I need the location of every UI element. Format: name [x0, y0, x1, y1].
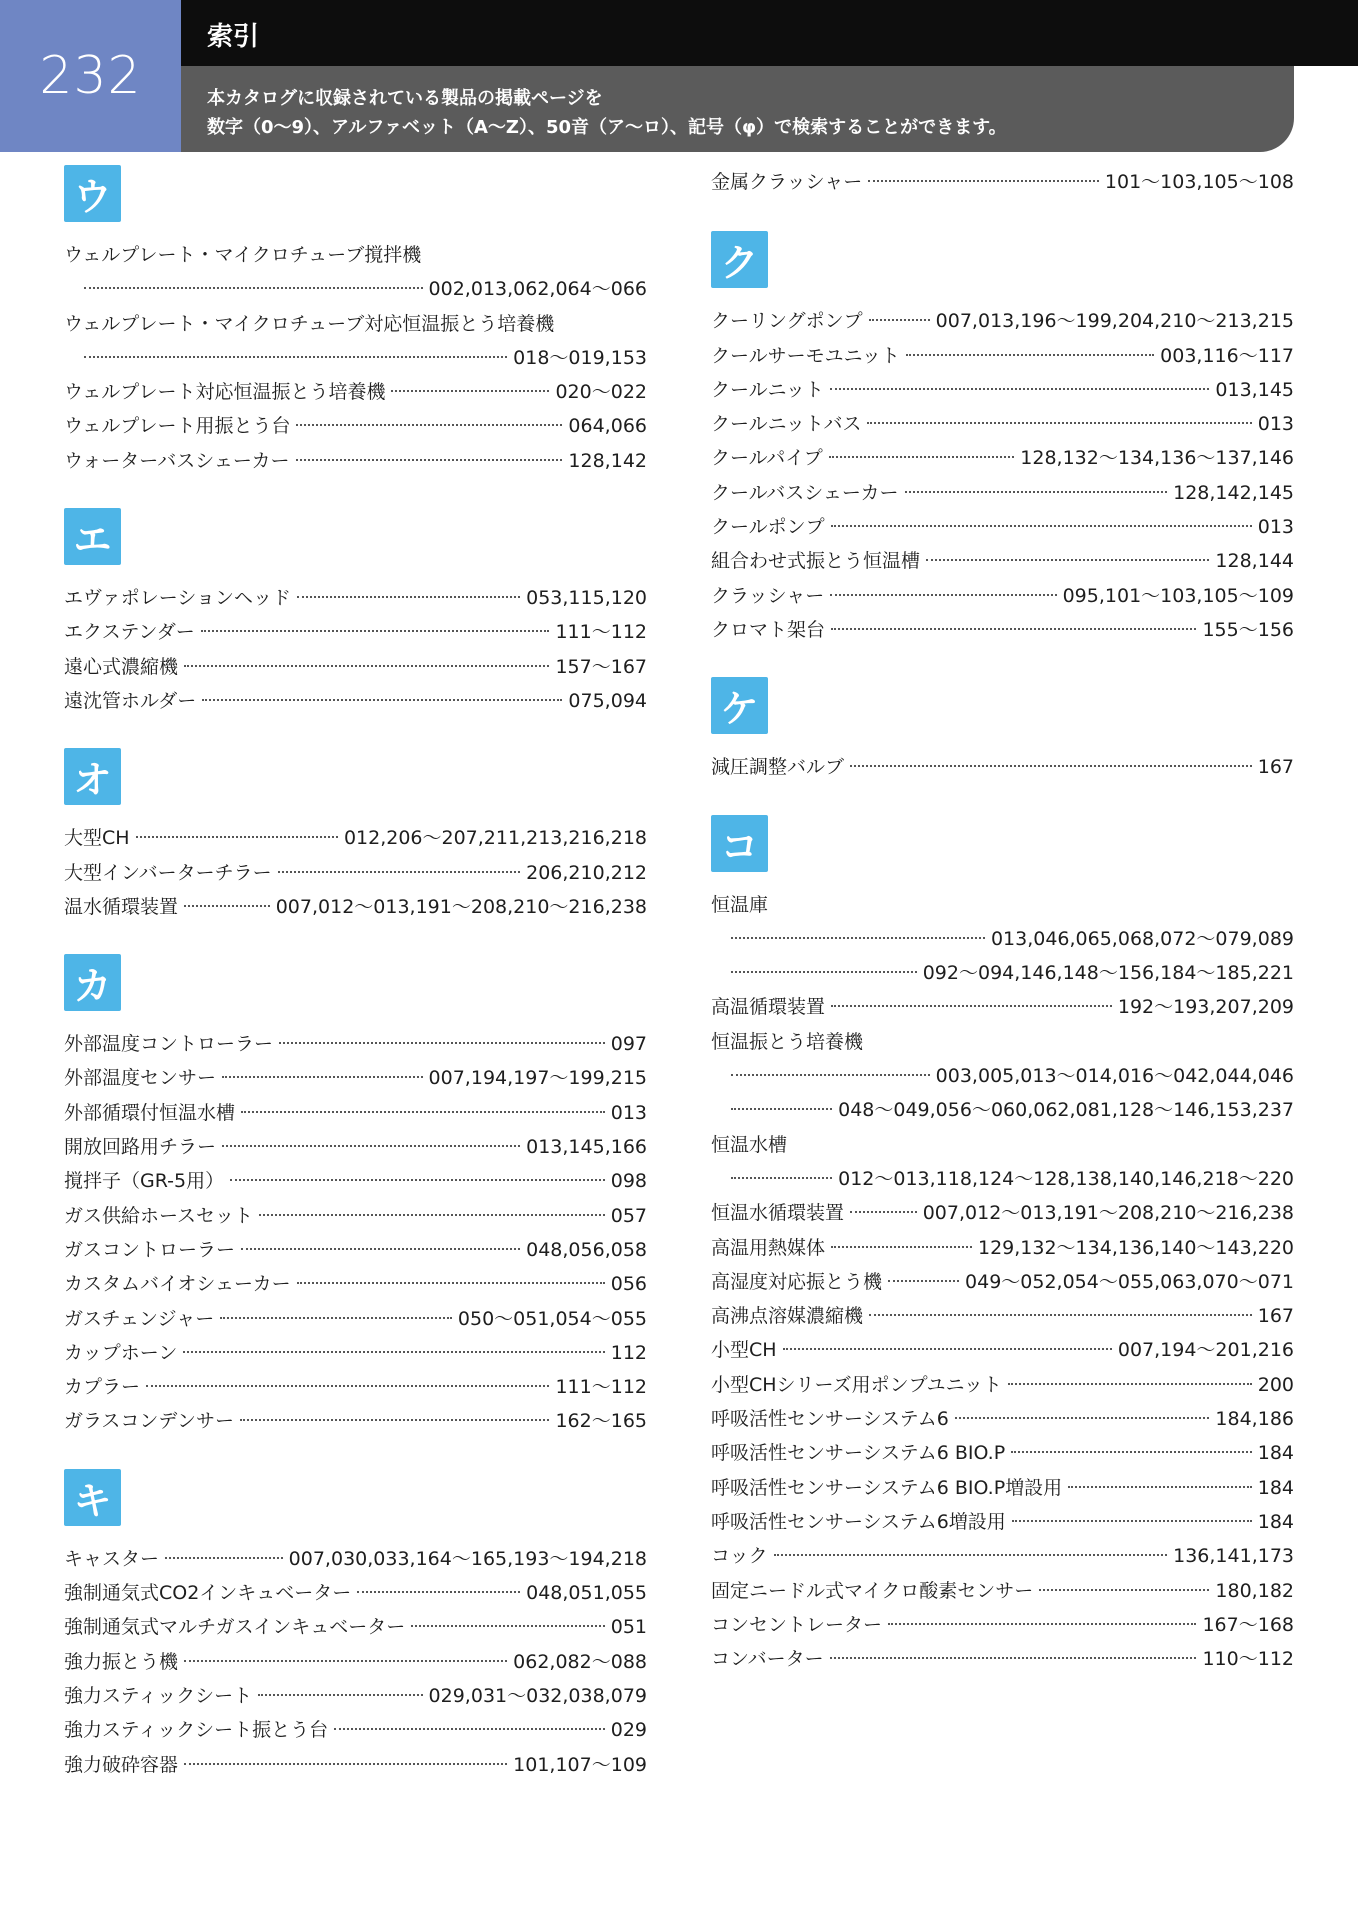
section-kana-icon: オ: [64, 748, 121, 805]
entry-name: 強力スティックシート振とう台: [64, 1719, 329, 1742]
entry-name: 外部温度センサー: [64, 1067, 217, 1090]
index-entry: [64, 890, 647, 924]
index-entry: [711, 1333, 1294, 1367]
index-entry: [711, 1299, 1294, 1333]
entry-pages: 003,116～117: [1160, 344, 1294, 367]
entry-pages: 056: [610, 1273, 647, 1296]
index-entry: [711, 1368, 1294, 1402]
entry-name: クールサーモユニット: [711, 344, 900, 367]
leader-dots: [955, 1417, 1210, 1419]
leader-dots: [831, 628, 1196, 630]
leader-dots: [222, 1076, 423, 1078]
entry-pages: 075,094: [568, 689, 647, 712]
leader-dots: [869, 1314, 1252, 1316]
index-entry: [711, 1539, 1294, 1573]
entry-pages: 007,012～013,191～208,210～216,238: [275, 895, 647, 918]
leader-dots: [184, 1660, 507, 1662]
entry-pages: 097: [610, 1033, 647, 1056]
entry-name: カップホーン: [64, 1341, 178, 1364]
entry-name: 外部温度コントローラー: [64, 1033, 274, 1056]
section-kana-icon: ウ: [64, 165, 121, 222]
entry-pages: 013: [1257, 413, 1294, 436]
index-entry: [64, 1302, 647, 1336]
leader-dots: [184, 905, 270, 907]
entry-name: 高沸点溶媒濃縮機: [711, 1305, 864, 1328]
index-entry: [64, 272, 647, 306]
entry-pages: 184,186: [1215, 1408, 1294, 1431]
entry-pages: 167: [1257, 1305, 1294, 1328]
entry-pages: 007,030,033,164～165,193～194,218: [288, 1547, 647, 1570]
entry-pages: 002,013,062,064～066: [428, 278, 647, 301]
leader-dots: [391, 390, 549, 392]
leader-dots: [783, 1348, 1112, 1350]
index-entry: [711, 1265, 1294, 1299]
leader-dots: [731, 1177, 832, 1179]
index-entry: [64, 1027, 647, 1061]
entry-name: 固定ニードル式マイクロ酸素センサー: [711, 1579, 1034, 1602]
entry-pages: 048,051,055: [526, 1582, 647, 1605]
index-entry: [64, 1199, 647, 1233]
entry-pages: 018～019,153: [513, 346, 647, 369]
entry-pages: 180,182: [1215, 1579, 1294, 1602]
entry-name: ウォーターバスシェーカー: [64, 449, 290, 472]
leader-dots: [905, 491, 1168, 493]
index-entry: [711, 956, 1294, 990]
entry-pages: 098: [610, 1170, 647, 1193]
entry-name: コンバーター: [711, 1648, 824, 1671]
section-ke: [711, 677, 1294, 784]
entry-name: 高温用熱媒体: [711, 1236, 826, 1259]
entry-pages: 184: [1257, 1510, 1294, 1533]
index-entry: [711, 1093, 1294, 1127]
entry-pages: 050～051,054～055: [457, 1307, 647, 1330]
entry-name: カスタムバイオシェーカー: [64, 1273, 291, 1296]
index-entry: [711, 922, 1294, 956]
index-entry: [711, 1436, 1294, 1470]
index-entry: [711, 1642, 1294, 1676]
index-entry: [64, 1267, 647, 1301]
entry-name: クールポンプ: [711, 516, 825, 539]
leader-dots: [1008, 1383, 1252, 1385]
entry-pages: 013: [1257, 516, 1294, 539]
entry-name: 呼吸活性センサーシステム6 BIO.P増設用: [711, 1476, 1063, 1499]
leader-dots: [850, 1211, 917, 1213]
index-entry: [711, 1505, 1294, 1539]
entry-name: 撹拌子（GR-5用）: [64, 1170, 225, 1193]
leader-dots: [183, 1351, 604, 1353]
index-entry: [64, 650, 647, 684]
index-entry: [711, 476, 1294, 510]
leader-dots: [1012, 1520, 1252, 1522]
entry-pages: 155～156: [1202, 618, 1294, 641]
index-entry: [711, 1162, 1294, 1196]
leader-dots: [731, 937, 985, 939]
entry-name: 恒温水循環装置: [711, 1202, 845, 1225]
entry-name: 恒温水槽: [711, 1133, 788, 1156]
index-entry: [711, 1402, 1294, 1436]
index-entry: [711, 1231, 1294, 1265]
entry-name: 高温循環装置: [711, 996, 826, 1019]
entry-name: 減圧調整バルブ: [711, 756, 845, 779]
entry-name: コック: [711, 1545, 768, 1568]
entry-name: 遠沈管ホルダー: [64, 689, 197, 712]
entry-pages: 013,145,166: [526, 1136, 647, 1159]
section-e: [64, 508, 647, 718]
entry-pages: 095,101～103,105～109: [1062, 584, 1294, 607]
entry-pages: 003,005,013～014,016～042,044,046: [935, 1065, 1294, 1088]
entry-name: クールニットバス: [711, 413, 862, 436]
entry-name: 強制通気式マルチガスインキュベーター: [64, 1616, 406, 1639]
index-entry: [64, 1542, 647, 1576]
entry-pages: 057: [610, 1204, 647, 1227]
entry-pages: 012～013,118,124～128,138,140,146,218～220: [838, 1167, 1294, 1190]
entry-pages: 162～165: [555, 1410, 647, 1433]
section-u: [64, 165, 647, 478]
entry-pages: 007,013,196～199,204,210～213,215: [935, 310, 1294, 333]
entry-pages: 048,056,058: [526, 1238, 647, 1261]
index-entry: [711, 613, 1294, 647]
leader-dots: [357, 1591, 520, 1593]
index-entry: [711, 1196, 1294, 1230]
entry-name: 大型CH: [64, 827, 130, 850]
entry-pages: 101～103,105～108: [1104, 171, 1294, 193]
index-entry: [64, 1713, 647, 1747]
entry-pages: 200: [1257, 1373, 1294, 1396]
entry-name: 恒温振とう培養機: [711, 1030, 864, 1053]
section-kana-icon: エ: [64, 508, 121, 565]
leader-dots: [1011, 1451, 1252, 1453]
leader-dots: [831, 1005, 1112, 1007]
leader-dots: [926, 559, 1209, 561]
index-entry: [711, 407, 1294, 441]
leader-dots: [731, 1108, 832, 1110]
index-entry: [64, 341, 647, 375]
section-kana-icon: キ: [64, 1469, 121, 1526]
index-entry: [64, 821, 647, 855]
index-entry: [711, 544, 1294, 578]
entry-name: ウェルプレート用振とう台: [64, 415, 291, 438]
entry-pages: 020～022: [555, 381, 647, 404]
leader-dots: [830, 388, 1210, 390]
leader-dots: [731, 971, 917, 973]
leader-dots: [731, 1074, 930, 1076]
index-entry: [64, 238, 647, 272]
entry-pages: 062,082～088: [513, 1650, 647, 1673]
index-entry: [711, 1059, 1294, 1093]
index-entry: [64, 615, 647, 649]
leader-dots: [296, 459, 563, 461]
leader-dots: [830, 594, 1056, 596]
leader-dots: [831, 1246, 972, 1248]
entry-pages: 111～112: [555, 621, 647, 644]
entry-name: ウェルプレート・マイクロチューブ対応恒温振とう培養機: [64, 312, 555, 335]
index-entry: [711, 990, 1294, 1024]
index-entry: [64, 856, 647, 890]
index-entry: [64, 1061, 647, 1095]
entry-name: ガス供給ホースセット: [64, 1204, 254, 1227]
entry-pages: 128,144: [1215, 550, 1294, 573]
index-entry: [711, 510, 1294, 544]
entry-name: 呼吸活性センサーシステム6 BIO.P: [711, 1442, 1006, 1465]
entry-pages: 092～094,146,148～156,184～185,221: [922, 962, 1294, 985]
index-entry: [711, 165, 1294, 199]
index-column-left: [64, 165, 647, 1812]
leader-dots: [222, 1145, 520, 1147]
section-kana-icon: カ: [64, 954, 121, 1011]
index-entry: [711, 441, 1294, 475]
index-entry: [64, 1610, 647, 1644]
leader-dots: [241, 1248, 520, 1250]
entry-pages: 051: [610, 1616, 647, 1639]
index-entry: [64, 1096, 647, 1130]
leader-dots: [906, 354, 1154, 356]
entry-pages: 049～052,054～055,063,070～071: [965, 1270, 1294, 1293]
leader-dots: [888, 1623, 1196, 1625]
section-o: [64, 748, 647, 924]
entry-name: クールバスシェーカー: [711, 481, 899, 504]
entry-pages: 111～112: [555, 1376, 647, 1399]
entry-name: コンセントレーター: [711, 1613, 883, 1636]
entry-pages: 184: [1257, 1476, 1294, 1499]
entry-name: クロマト架台: [711, 618, 826, 641]
entry-pages: 101,107～109: [513, 1753, 647, 1776]
entry-name: ガスチェンジャー: [64, 1307, 215, 1330]
leader-dots: [334, 1728, 605, 1730]
index-entry: [64, 1404, 647, 1438]
leader-dots: [184, 1763, 507, 1765]
section-ki-continued: [711, 165, 1294, 199]
entry-pages: 029,031～032,038,079: [428, 1684, 647, 1707]
leader-dots: [165, 1557, 283, 1559]
entry-name: 恒温庫: [711, 893, 769, 916]
entry-name: 温水循環装置: [64, 895, 179, 918]
leader-dots: [850, 765, 1252, 767]
entry-name: 小型CH: [711, 1339, 777, 1362]
leader-dots: [1039, 1589, 1209, 1591]
index-entry: [711, 339, 1294, 373]
leader-dots: [279, 1042, 605, 1044]
entry-name: 呼吸活性センサーシステム6増設用: [711, 1510, 1006, 1533]
entry-pages: 029: [610, 1719, 647, 1742]
entry-pages: 013: [610, 1101, 647, 1124]
index-entry: [711, 888, 1294, 922]
section-ki: [64, 1469, 647, 1782]
index-entry: [64, 307, 647, 341]
entry-name: 大型インバーターチラー: [64, 861, 272, 884]
entry-name: ウェルプレート対応恒温振とう培養機: [64, 381, 386, 404]
leader-dots: [258, 1694, 422, 1696]
entry-name: 開放回路用チラー: [64, 1136, 217, 1159]
description-line-1: 本カタログに収録されている製品の掲載ページを: [207, 88, 603, 109]
section-ku: [711, 231, 1294, 647]
entry-pages: 128,132～134,136～137,146: [1020, 447, 1294, 470]
description-line-2: 数字（0～9）、アルファベット（A～Z）、50音（ア～ロ）、記号（φ）で検索することができます。: [207, 117, 1007, 138]
entry-pages: 167: [1257, 756, 1294, 779]
index-entry: [711, 1025, 1294, 1059]
index-entry: [64, 1576, 647, 1610]
entry-pages: 007,012～013,191～208,210～216,238: [922, 1202, 1294, 1225]
index-entry: [711, 750, 1294, 784]
index-entry: [64, 1233, 647, 1267]
index-entry: [711, 1574, 1294, 1608]
leader-dots: [220, 1317, 452, 1319]
index-entry: [64, 1645, 647, 1679]
page-number: 232: [0, 0, 181, 152]
entry-pages: 007,194,197～199,215: [428, 1067, 647, 1090]
leader-dots: [868, 180, 1099, 182]
leader-dots: [184, 665, 549, 667]
leader-dots: [202, 699, 562, 701]
entry-name: クールニット: [711, 378, 824, 401]
index-entry: [711, 304, 1294, 338]
index-entry: [64, 1164, 647, 1198]
entry-pages: 048～049,056～060,062,081,128～146,153,237: [838, 1099, 1294, 1122]
index-entry: [64, 1370, 647, 1404]
entry-pages: 167～168: [1202, 1613, 1294, 1636]
leader-dots: [84, 287, 423, 289]
entry-name: クーリングポンプ: [711, 310, 863, 333]
index-entry: [64, 409, 647, 443]
entry-name: 高湿度対応振とう機: [711, 1270, 883, 1293]
leader-dots: [831, 525, 1252, 527]
index-entry: [64, 375, 647, 409]
leader-dots: [297, 596, 520, 598]
section-kana-icon: コ: [711, 815, 768, 872]
entry-pages: 192～193,207,209: [1117, 996, 1294, 1019]
entry-pages: 129,132～134,136,140～143,220: [977, 1236, 1294, 1259]
leader-dots: [259, 1214, 605, 1216]
entry-name: 強力破砕容器: [64, 1753, 179, 1776]
entry-name: ガスコントローラー: [64, 1238, 236, 1261]
index-entry: [711, 1471, 1294, 1505]
leader-dots: [411, 1625, 604, 1627]
entry-pages: 112: [610, 1341, 647, 1364]
leader-dots: [278, 871, 520, 873]
entry-pages: 110～112: [1202, 1648, 1294, 1671]
leader-dots: [888, 1280, 959, 1282]
leader-dots: [774, 1554, 1168, 1556]
entry-pages: 128,142: [568, 449, 647, 472]
index-entry: [64, 444, 647, 478]
entry-pages: 157～167: [555, 655, 647, 678]
entry-name: 呼吸活性センサーシステム6: [711, 1408, 949, 1431]
entry-name: クラッシャー: [711, 584, 825, 607]
leader-dots: [230, 1179, 605, 1181]
entry-name: 強制通気式CO2インキュベーター: [64, 1582, 352, 1605]
entry-name: キャスター: [64, 1547, 160, 1570]
entry-name: 金属クラッシャー: [711, 171, 863, 193]
entry-pages: 184: [1257, 1442, 1294, 1465]
entry-pages: 013,145: [1215, 378, 1294, 401]
entry-pages: 013,046,065,068,072～079,089: [990, 927, 1294, 950]
header-bar: [181, 0, 1358, 66]
section-kana-icon: ケ: [711, 677, 768, 734]
entry-name: エクステンダー: [64, 621, 195, 644]
leader-dots: [869, 319, 930, 321]
leader-dots: [1068, 1486, 1252, 1488]
entry-name: エヴァポレーションヘッド: [64, 587, 292, 610]
index-entry: [64, 1748, 647, 1782]
index-entry: [711, 373, 1294, 407]
index-column-right: [711, 165, 1294, 1706]
index-entry: [711, 1608, 1294, 1642]
entry-name: カプラー: [64, 1376, 141, 1399]
entry-pages: 136,141,173: [1173, 1545, 1294, 1568]
index-entry: [711, 579, 1294, 613]
entry-pages: 007,194～201,216: [1117, 1339, 1294, 1362]
section-ko: [711, 815, 1294, 1677]
header-description: [181, 66, 1294, 152]
leader-dots: [146, 1385, 549, 1387]
index-entry: [64, 1679, 647, 1713]
entry-name: 遠心式濃縮機: [64, 655, 179, 678]
index-entry: [64, 1130, 647, 1164]
leader-dots: [84, 356, 507, 358]
entry-name: クールパイプ: [711, 447, 823, 470]
page-title: 索引: [207, 22, 260, 52]
leader-dots: [830, 1657, 1197, 1659]
section-ka: [64, 954, 647, 1439]
entry-pages: 064,066: [568, 415, 647, 438]
index-entry: [64, 581, 647, 615]
index-entry: [64, 1336, 647, 1370]
entry-name: 強力スティックシート: [64, 1684, 253, 1707]
entry-name: 組合わせ式振とう恒温槽: [711, 550, 921, 573]
leader-dots: [240, 1419, 549, 1421]
entry-pages: 128,142,145: [1173, 481, 1294, 504]
entry-name: ガラスコンデンサー: [64, 1410, 235, 1433]
entry-pages: 053,115,120: [526, 587, 647, 610]
index-entry: [711, 1128, 1294, 1162]
entry-name: 小型CHシリーズ用ポンプユニット: [711, 1373, 1002, 1396]
section-kana-icon: ク: [711, 231, 768, 288]
entry-pages: 206,210,212: [526, 861, 647, 884]
leader-dots: [867, 422, 1251, 424]
leader-dots: [201, 630, 550, 632]
entry-name: 強力振とう機: [64, 1650, 179, 1673]
entry-name: ウェルプレート・マイクロチューブ撹拌機: [64, 244, 422, 266]
entry-pages: 012,206～207,211,213,216,218: [343, 827, 647, 850]
leader-dots: [297, 1282, 605, 1284]
entry-name: 外部循環付恒温水槽: [64, 1101, 236, 1124]
leader-dots: [829, 456, 1015, 458]
leader-dots: [136, 836, 338, 838]
index-entry: [64, 684, 647, 718]
leader-dots: [241, 1111, 605, 1113]
leader-dots: [296, 424, 562, 426]
